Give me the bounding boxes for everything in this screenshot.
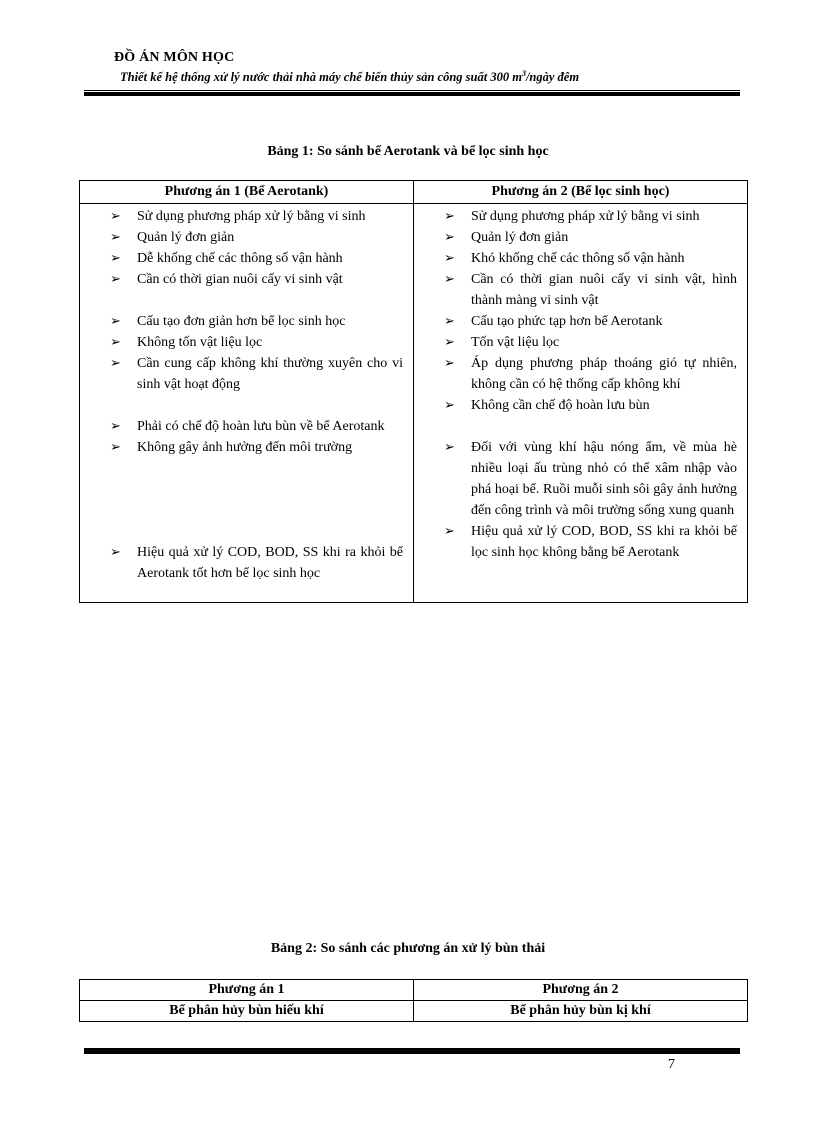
arrow-bullet-icon: ➢ (444, 209, 455, 224)
arrow-bullet-icon: ➢ (444, 524, 455, 539)
arrow-bullet-icon: ➢ (110, 230, 121, 245)
arrow-bullet-icon: ➢ (110, 419, 121, 434)
arrow-bullet-icon: ➢ (110, 335, 121, 350)
list-item: ➢ Khó khống chế các thông số vận hành (444, 248, 737, 269)
list-item: ➢ Hiệu quả xử lý COD, BOD, SS khi ra khỏi bể Aerotank tốt hơn bể lọc sinh học (110, 542, 403, 584)
list-item: ➢ Quản lý đơn giản (110, 227, 403, 248)
table2-sub-row (80, 1001, 748, 1022)
list-item: ➢ Áp dụng phương pháp thoáng gió tự nhiên, không cần có hệ thống cấp không khí (444, 353, 737, 395)
list-item: ➢ Không tốn vật liệu lọc (110, 332, 403, 353)
header-rule-thin (84, 90, 740, 91)
table1-caption: Bảng 1: So sánh bể Aerotank và bể lọc sinh học (267, 144, 549, 159)
arrow-bullet-icon: ➢ (110, 314, 121, 329)
list-item: ➢ Sử dụng phương pháp xử lý bằng vi sinh (110, 206, 403, 227)
arrow-bullet-icon: ➢ (444, 440, 455, 455)
table2-col1-header: Phương án 1 (80, 980, 414, 1001)
list-item: ➢ Quản lý đơn giản (444, 227, 737, 248)
list-item: ➢ Phải có chế độ hoàn lưu bùn về bể Aerotank (110, 416, 403, 437)
list-item: ➢ Cần có thời gian nuôi cấy vi sinh vật, hình thành màng vi sinh vật (444, 269, 737, 311)
list-item: ➢ Tốn vật liệu lọc (444, 332, 737, 353)
comparison-table-1 (79, 180, 748, 603)
comparison-table-2 (79, 979, 748, 1022)
page-number: 7 (668, 1057, 675, 1072)
table2-header-row (80, 980, 748, 1001)
arrow-bullet-icon: ➢ (444, 398, 455, 413)
header-rule-thick (84, 92, 740, 96)
arrow-bullet-icon: ➢ (444, 251, 455, 266)
table2-col1-sub: Bể phân hủy bùn hiếu khí (80, 1001, 414, 1022)
table2-col2-sub: Bể phân hủy bùn kị khí (414, 1001, 748, 1022)
list-item: ➢ Không gây ảnh hưởng đến môi trường (110, 437, 403, 458)
table1-col2-cell (414, 204, 748, 603)
header-subtitle-main: Thiết kế hệ thống xử lý nước thải nhà máy chế biến thủy sản công suất 300 m (120, 70, 522, 85)
table2-col2-header: Phương án 2 (414, 980, 748, 1001)
arrow-bullet-icon: ➢ (444, 272, 455, 287)
arrow-bullet-icon: ➢ (110, 356, 121, 371)
header-subtitle (114, 69, 740, 85)
table2-caption: Bảng 2: So sánh các phương án xử lý bùn thải (270, 941, 546, 956)
list-item: ➢ Cấu tạo đơn giản hơn bể lọc sinh học (110, 311, 403, 332)
list-item: ➢ Cần cung cấp không khí thường xuyên cho vi sinh vật hoạt động (110, 353, 403, 395)
arrow-bullet-icon: ➢ (110, 272, 121, 287)
list-item: ➢ Đối với vùng khí hậu nóng ẩm, về mùa hè nhiều loại ấu trùng nhỏ có thể xâm nhập vào phá hoại bể. Ruồi muỗi sinh sôi gây ảnh hưởng đến công trình và môi trường sống xung quanh (444, 437, 737, 521)
table1-col1-header: Phương án 1 (Bể Aerotank) (80, 181, 414, 204)
footer-rule (84, 1048, 740, 1054)
list-item: ➢ Cấu tạo phức tạp hơn bể Aerotank (444, 311, 737, 332)
arrow-bullet-icon: ➢ (444, 356, 455, 371)
list-item: ➢ Hiệu quả xử lý COD, BOD, SS khi ra khỏi bể lọc sinh học không bằng bể Aerotank (444, 521, 737, 563)
list-item: ➢ Sử dụng phương pháp xử lý bằng vi sinh (444, 206, 737, 227)
table1-header-row (80, 181, 748, 204)
list-item: ➢ Cần có thời gian nuôi cấy vi sinh vật (110, 269, 403, 290)
page-header (114, 50, 740, 85)
header-title: ĐỒ ÁN MÔN HỌC (114, 50, 235, 65)
arrow-bullet-icon: ➢ (444, 314, 455, 329)
arrow-bullet-icon: ➢ (110, 251, 121, 266)
table1-col2-header: Phương án 2 (Bể lọc sinh học) (414, 181, 748, 204)
arrow-bullet-icon: ➢ (444, 230, 455, 245)
arrow-bullet-icon: ➢ (444, 335, 455, 350)
list-item: ➢ Không cần chế độ hoàn lưu bùn (444, 395, 737, 416)
table1-body-row (80, 204, 748, 603)
header-subtitle-sup: 3 (521, 69, 526, 78)
table1-col1-cell (80, 204, 414, 603)
arrow-bullet-icon: ➢ (110, 209, 121, 224)
header-subtitle-end: /ngày đêm (525, 70, 580, 85)
list-item: ➢ Dễ khống chế các thông số vận hành (110, 248, 403, 269)
arrow-bullet-icon: ➢ (110, 545, 121, 560)
arrow-bullet-icon: ➢ (110, 440, 121, 455)
